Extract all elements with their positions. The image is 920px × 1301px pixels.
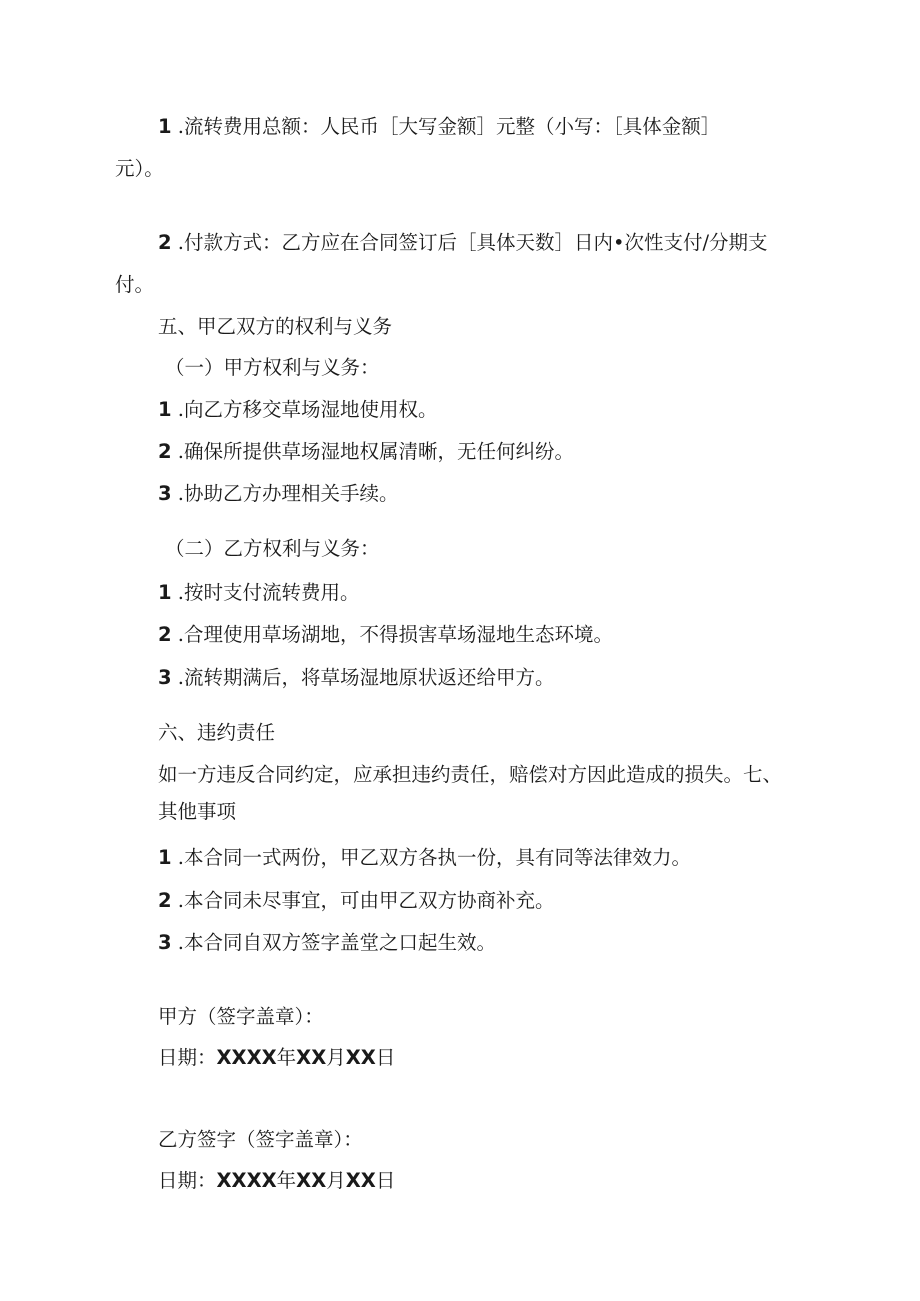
- year-char: 年: [276, 1046, 297, 1069]
- date-year: XXXX: [216, 1046, 277, 1069]
- party-a-signature-label: 甲方（签字盖章）：: [158, 1005, 324, 1028]
- item-text: .确保所提供草场湿地权属清晰，无任何纠纷。: [177, 440, 574, 463]
- item-number: 3: [158, 482, 172, 505]
- payment-item-2: [158, 230, 768, 256]
- list-item: [158, 580, 359, 606]
- section-6-heading: 六、违约责任: [158, 721, 276, 744]
- item-number: 1: [158, 846, 172, 869]
- date-month: XX: [296, 1046, 327, 1069]
- year-char: 年: [276, 1169, 297, 1192]
- section-6-body: 如一方违反合同约定，应承担违约责任，赔偿对方因此造成的损失。七、: [158, 763, 783, 786]
- item-text: .向乙方移交草场湿地使用权。: [177, 398, 438, 421]
- item-text: .流转费用总额：人民币［大写金额］元整（小写：［具体金额］: [177, 115, 721, 138]
- list-item: [158, 930, 496, 956]
- payment-item-2-continuation: 付。: [115, 273, 155, 296]
- item-number: 2: [158, 889, 172, 912]
- item-text: .本合同自双方签字盖堂之口起生效。: [177, 931, 496, 954]
- list-item: [158, 481, 398, 507]
- party-a-date: [158, 1045, 395, 1071]
- date-day: XX: [345, 1169, 376, 1192]
- month-char: 月: [326, 1046, 346, 1069]
- item-number: 2: [158, 440, 172, 463]
- list-item: [158, 888, 554, 914]
- party-a-heading: （一）甲方权利与义务：: [165, 356, 380, 379]
- item-text: .协助乙方办理相关手续。: [177, 482, 399, 505]
- item-number: 3: [158, 931, 172, 954]
- date-label: 日期：: [158, 1169, 217, 1192]
- date-day: XX: [345, 1046, 376, 1069]
- list-item: [158, 665, 554, 691]
- item-text: .按时支付流转费用。: [177, 581, 360, 604]
- date-label: 日期：: [158, 1046, 217, 1069]
- item-text: .流转期满后，将草场湿地原状返还给甲方。: [177, 666, 555, 689]
- item-number: 1: [158, 115, 172, 138]
- item-text: .付款方式：乙方应在合同签订后［具体天数］日内•次性支付/分期支: [177, 231, 768, 254]
- list-item: [158, 845, 691, 871]
- section-5-heading: 五、甲乙双方的权利与义务: [158, 315, 393, 338]
- item-text: .本合同一式两份，甲乙双方各执一份，具有同等法律效力。: [177, 846, 691, 869]
- party-b-signature-label: 乙方签字（签字盖章）：: [158, 1128, 363, 1151]
- party-b-date: [158, 1168, 395, 1194]
- day-char: 日: [375, 1046, 396, 1069]
- party-b-heading: （二）乙方权利与义务：: [165, 537, 380, 560]
- item-text: .合理使用草场湖地，不得损害草场湿地生态环境。: [177, 623, 613, 646]
- item-number: 1: [158, 581, 172, 604]
- section-7-heading: 其他事项: [158, 800, 237, 823]
- item-number: 3: [158, 666, 172, 689]
- item-number: 1: [158, 398, 172, 421]
- month-char: 月: [326, 1169, 346, 1192]
- date-year: XXXX: [216, 1169, 277, 1192]
- list-item: [158, 439, 574, 465]
- payment-item-1-continuation: 元）。: [115, 157, 164, 180]
- day-char: 日: [375, 1169, 396, 1192]
- date-month: XX: [296, 1169, 327, 1192]
- item-number: 2: [158, 231, 172, 254]
- payment-item-1: [158, 114, 720, 140]
- item-text: .本合同未尽事宜，可由甲乙双方协商补充。: [177, 889, 555, 912]
- list-item: [158, 397, 437, 423]
- item-number: 2: [158, 623, 172, 646]
- list-item: [158, 622, 613, 648]
